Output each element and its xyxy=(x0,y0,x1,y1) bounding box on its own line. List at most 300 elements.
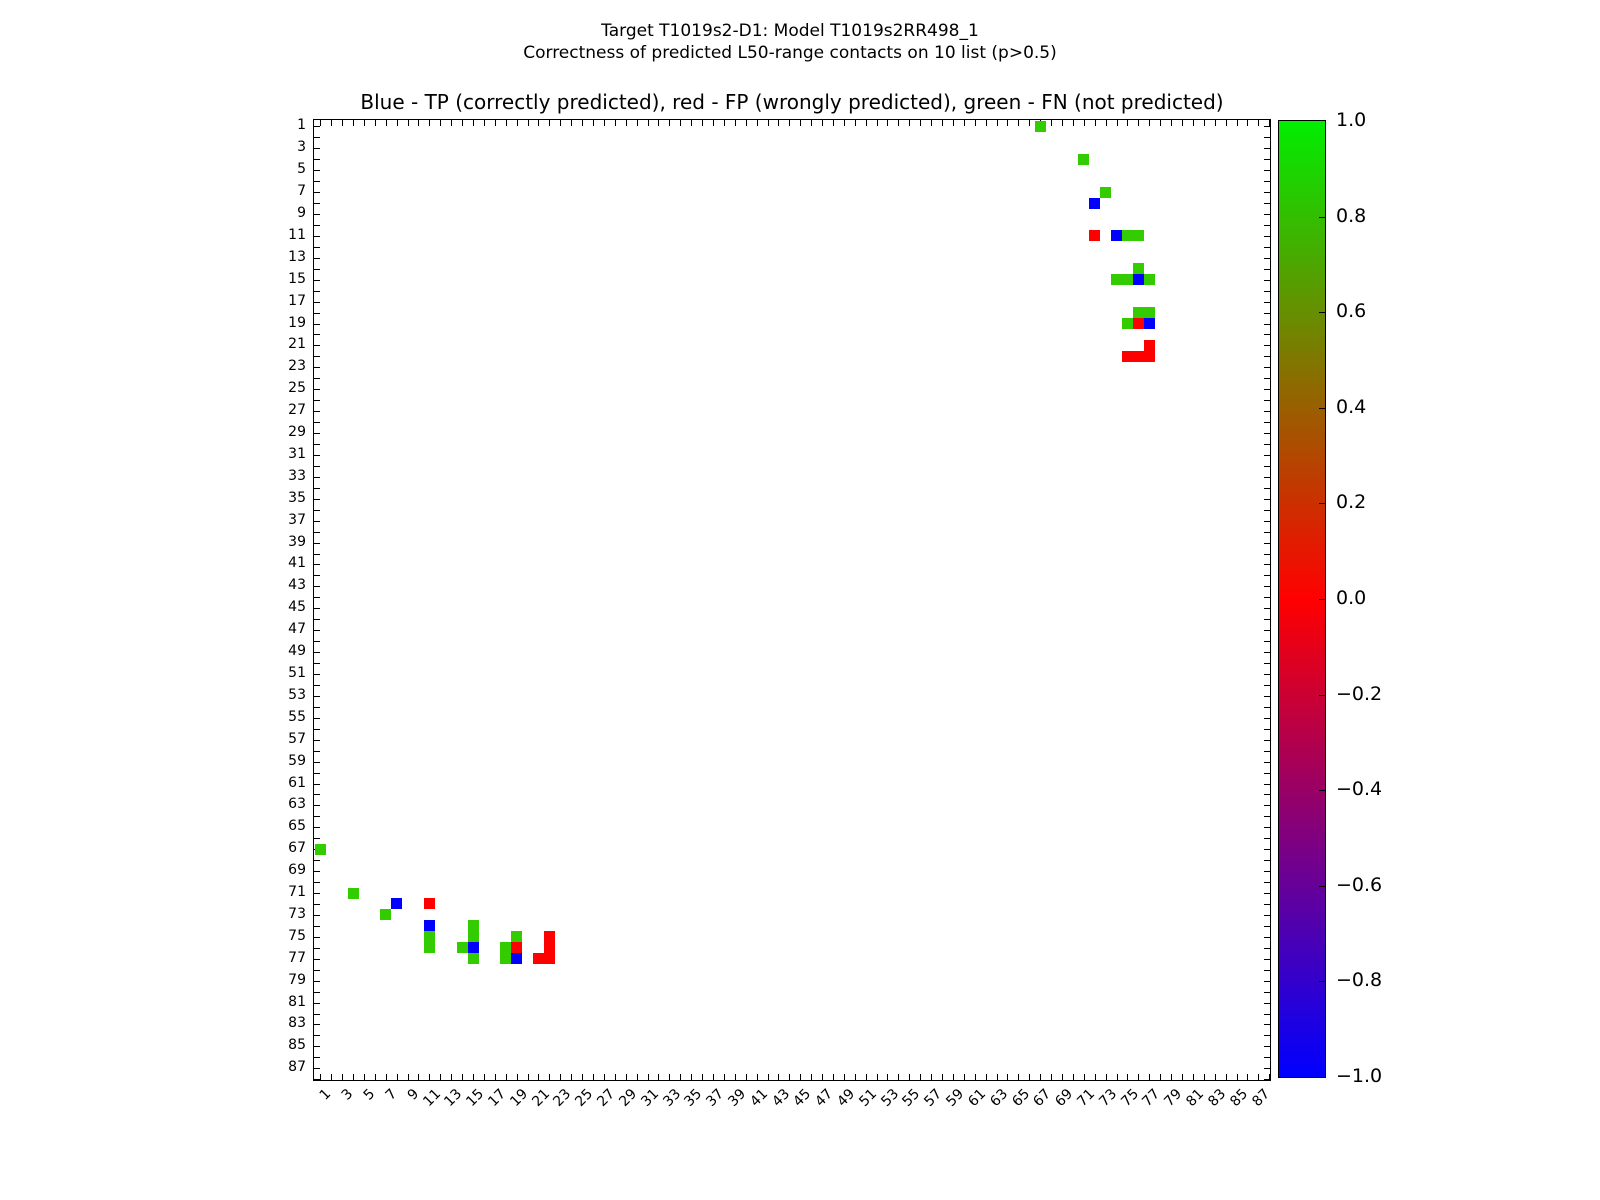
colorbar-tick-mark xyxy=(1319,695,1325,696)
y-axis-tick-mark xyxy=(314,499,320,500)
y-axis-tick-mark xyxy=(314,356,320,357)
colorbar-tick-label: 0.8 xyxy=(1336,204,1367,227)
y-axis-right-tick-mark xyxy=(1264,334,1270,335)
y-axis-right-tick-mark xyxy=(1264,324,1270,325)
y-tick-label: 77 xyxy=(288,949,306,966)
y-axis-right-tick-mark xyxy=(1264,302,1270,303)
x-axis-top-tick-mark xyxy=(800,120,801,126)
x-axis-top-tick-mark xyxy=(680,120,681,126)
y-axis-right-tick-mark xyxy=(1264,915,1270,916)
contact-cell-fn xyxy=(1035,121,1046,132)
y-axis-tick-mark xyxy=(314,586,320,587)
y-tick-label: 15 xyxy=(288,270,306,287)
y-tick-label: 41 xyxy=(288,555,306,572)
y-axis-tick-mark xyxy=(314,302,320,303)
contact-cell-fn xyxy=(500,942,511,953)
x-axis-top-tick-mark xyxy=(887,120,888,126)
y-axis-right-tick-mark xyxy=(1264,630,1270,631)
y-axis-right-tick-mark xyxy=(1264,521,1270,522)
y-axis-right-tick-mark xyxy=(1264,794,1270,795)
x-axis-top-tick-mark xyxy=(626,120,627,126)
y-tick-label: 73 xyxy=(288,905,306,922)
y-axis-tick-mark xyxy=(314,258,320,259)
y-axis-right-tick-mark xyxy=(1264,882,1270,883)
y-axis-tick-mark xyxy=(314,554,320,555)
y-axis-tick-mark xyxy=(314,334,320,335)
y-axis-tick-mark xyxy=(314,159,320,160)
contact-cell-tp xyxy=(424,920,435,931)
y-axis-tick-mark xyxy=(314,1024,320,1025)
contact-cell-fn xyxy=(1078,154,1089,165)
x-axis-tick-mark xyxy=(342,1074,343,1080)
y-tick-label: 35 xyxy=(288,489,306,506)
colorbar-tick-mark xyxy=(1319,886,1325,887)
y-axis-right-tick-mark xyxy=(1264,1057,1270,1058)
contact-cell-fn xyxy=(1133,230,1144,241)
x-tick-label: 25 xyxy=(572,1086,597,1110)
y-axis-right-tick-mark xyxy=(1264,236,1270,237)
y-axis-tick-mark xyxy=(314,543,320,544)
colorbar-tick-label: −1.0 xyxy=(1336,1065,1383,1087)
y-axis-right-tick-mark xyxy=(1264,148,1270,149)
x-tick-label: 27 xyxy=(594,1086,619,1110)
y-tick-label: 45 xyxy=(288,599,306,616)
y-axis-tick-mark xyxy=(314,247,320,248)
x-axis-tick-mark xyxy=(986,1074,987,1080)
y-axis-right-tick-mark xyxy=(1264,729,1270,730)
y-axis-tick-mark xyxy=(314,1003,320,1004)
x-axis-tick-mark xyxy=(768,1074,769,1080)
y-axis-tick-mark xyxy=(314,433,320,434)
y-tick-label: 71 xyxy=(288,884,306,901)
x-tick-label: 81 xyxy=(1183,1086,1208,1110)
x-axis-top-tick-mark xyxy=(1117,120,1118,126)
x-axis-tick-mark xyxy=(975,1074,976,1080)
y-axis-tick-mark xyxy=(314,794,320,795)
x-axis-top-tick-mark xyxy=(342,120,343,126)
x-axis-tick-mark xyxy=(1237,1074,1238,1080)
x-axis-top-tick-mark xyxy=(582,120,583,126)
colorbar-tick-label: −0.6 xyxy=(1336,873,1383,896)
x-axis-top-tick-mark xyxy=(931,120,932,126)
y-axis-tick-mark xyxy=(314,510,320,511)
x-axis-top-tick-mark xyxy=(1226,120,1227,126)
y-axis-tick-mark xyxy=(314,762,320,763)
x-axis-top-tick-mark xyxy=(1237,120,1238,126)
y-axis-tick-mark xyxy=(314,148,320,149)
y-axis-tick-mark xyxy=(314,422,320,423)
x-axis-tick-mark xyxy=(484,1074,485,1080)
y-tick-label: 1 xyxy=(297,117,306,134)
x-axis-top-tick-mark xyxy=(528,120,529,126)
y-axis-tick-mark xyxy=(314,685,320,686)
suptitle-line2: Correctness of predicted L50-range contacts on 10 list (p>0.5) xyxy=(523,43,1057,63)
x-axis-tick-mark xyxy=(1138,1074,1139,1080)
x-axis-tick-mark xyxy=(1117,1074,1118,1080)
y-tick-label: 57 xyxy=(288,730,306,747)
y-axis-right-tick-mark xyxy=(1264,959,1270,960)
y-axis-tick-mark xyxy=(314,652,320,653)
y-tick-label: 87 xyxy=(288,1059,306,1076)
x-axis-top-tick-mark xyxy=(615,120,616,126)
y-tick-label: 31 xyxy=(288,445,306,462)
x-tick-label: 85 xyxy=(1226,1086,1251,1110)
contact-cell-fp xyxy=(424,898,435,909)
x-axis-tick-mark xyxy=(1226,1074,1227,1080)
x-axis-tick-mark xyxy=(538,1074,539,1080)
x-axis-top-tick-mark xyxy=(768,120,769,126)
x-axis-top-tick-mark xyxy=(440,120,441,126)
y-axis-right-tick-mark xyxy=(1264,159,1270,160)
x-axis-tick-mark xyxy=(997,1074,998,1080)
x-axis-tick-mark xyxy=(375,1074,376,1080)
y-axis-right-tick-mark xyxy=(1264,356,1270,357)
x-tick-label: 11 xyxy=(419,1086,444,1110)
y-axis-tick-mark xyxy=(314,411,320,412)
y-axis-right-tick-mark xyxy=(1264,564,1270,565)
y-axis-right-tick-mark xyxy=(1264,378,1270,379)
y-axis-tick-mark xyxy=(314,345,320,346)
x-axis-tick-mark xyxy=(800,1074,801,1080)
y-axis-right-tick-mark xyxy=(1264,1068,1270,1069)
contact-cell-fn xyxy=(1100,187,1111,198)
x-axis-tick-mark xyxy=(451,1074,452,1080)
y-axis-tick-mark xyxy=(314,729,320,730)
x-tick-label: 33 xyxy=(659,1086,684,1110)
y-tick-label: 19 xyxy=(288,314,306,331)
contact-cell-fp xyxy=(1133,318,1144,329)
x-axis-top-tick-mark xyxy=(353,120,354,126)
y-axis-right-tick-mark xyxy=(1264,784,1270,785)
x-axis-tick-mark xyxy=(1149,1074,1150,1080)
x-axis-top-tick-mark xyxy=(331,120,332,126)
x-axis-tick-mark xyxy=(353,1074,354,1080)
x-tick-label: 57 xyxy=(921,1086,946,1110)
x-axis-top-tick-mark xyxy=(844,120,845,126)
x-axis-tick-mark xyxy=(1051,1074,1052,1080)
figure-suptitle xyxy=(0,20,1580,64)
x-axis-tick-mark xyxy=(920,1074,921,1080)
y-tick-label: 37 xyxy=(288,511,306,528)
contact-cell-fp xyxy=(544,931,555,942)
x-axis-tick-mark xyxy=(757,1074,758,1080)
y-axis-right-tick-mark xyxy=(1264,849,1270,850)
y-axis-tick-mark xyxy=(314,1014,320,1015)
x-axis-top-tick-mark xyxy=(320,120,321,126)
y-tick-label: 29 xyxy=(288,424,306,441)
y-axis-tick-mark xyxy=(314,630,320,631)
x-axis-tick-mark xyxy=(626,1074,627,1080)
y-axis-right-tick-mark xyxy=(1264,619,1270,620)
x-axis-top-tick-mark xyxy=(975,120,976,126)
y-axis-right-tick-mark xyxy=(1264,575,1270,576)
x-tick-label: 67 xyxy=(1030,1086,1055,1110)
y-axis-tick-mark xyxy=(314,959,320,960)
x-tick-label: 37 xyxy=(703,1086,728,1110)
x-axis-top-tick-mark xyxy=(1171,120,1172,126)
y-axis-tick-mark xyxy=(314,181,320,182)
y-axis-tick-mark xyxy=(314,1068,320,1069)
y-axis-right-tick-mark xyxy=(1264,422,1270,423)
y-axis-right-tick-mark xyxy=(1264,663,1270,664)
y-axis-tick-mark xyxy=(314,214,320,215)
x-axis-tick-mark xyxy=(1084,1074,1085,1080)
contact-cell-fn xyxy=(1122,230,1133,241)
y-axis-right-tick-mark xyxy=(1264,827,1270,828)
y-axis-tick-mark xyxy=(314,674,320,675)
y-axis-tick-mark xyxy=(314,269,320,270)
y-axis-tick-mark xyxy=(314,389,320,390)
x-axis-tick-mark xyxy=(909,1074,910,1080)
x-axis-top-tick-mark xyxy=(1106,120,1107,126)
x-axis-tick-mark xyxy=(964,1074,965,1080)
y-axis-right-tick-mark xyxy=(1264,137,1270,138)
contact-cell-fn xyxy=(1133,307,1144,318)
y-axis-right-tick-mark xyxy=(1264,970,1270,971)
colorbar-tick-label: 0.6 xyxy=(1336,300,1367,323)
x-axis-tick-mark xyxy=(1040,1074,1041,1080)
x-tick-label: 45 xyxy=(790,1086,815,1110)
y-axis-right-tick-mark xyxy=(1264,291,1270,292)
x-axis-top-tick-mark xyxy=(953,120,954,126)
contact-cell-fp xyxy=(1144,340,1155,351)
y-axis-right-tick-mark xyxy=(1264,773,1270,774)
y-axis-tick-mark xyxy=(314,937,320,938)
x-axis-tick-mark xyxy=(724,1074,725,1080)
x-axis-tick-mark xyxy=(1215,1074,1216,1080)
x-axis-tick-mark xyxy=(789,1074,790,1080)
x-axis-tick-mark xyxy=(637,1074,638,1080)
x-axis-top-tick-mark xyxy=(451,120,452,126)
x-axis-top-tick-mark xyxy=(1160,120,1161,126)
colorbar-tick-mark xyxy=(1319,599,1325,600)
colorbar-tick-label: −0.8 xyxy=(1336,969,1383,992)
y-axis-tick-mark xyxy=(314,170,320,171)
x-tick-label: 19 xyxy=(507,1086,531,1110)
y-axis-right-tick-mark xyxy=(1264,554,1270,555)
y-axis-tick-mark xyxy=(314,521,320,522)
y-axis-tick-mark xyxy=(314,203,320,204)
x-axis-tick-mark xyxy=(517,1074,518,1080)
x-axis-top-tick-mark xyxy=(418,120,419,126)
y-axis-tick-mark xyxy=(314,663,320,664)
y-axis-tick-mark xyxy=(314,1035,320,1036)
x-tick-label: 39 xyxy=(725,1086,750,1110)
x-tick-label: 5 xyxy=(360,1086,379,1104)
x-axis-top-tick-mark xyxy=(909,120,910,126)
x-tick-label: 1 xyxy=(317,1086,335,1104)
x-axis-top-tick-mark xyxy=(877,120,878,126)
y-tick-label: 79 xyxy=(288,971,306,988)
y-axis-tick-mark xyxy=(314,324,320,325)
y-axis-right-tick-mark xyxy=(1264,400,1270,401)
x-axis-tick-mark xyxy=(778,1074,779,1080)
contact-cell-tp xyxy=(391,898,402,909)
y-axis-tick-mark xyxy=(314,773,320,774)
y-axis-right-tick-mark xyxy=(1264,1079,1270,1080)
x-axis-tick-mark xyxy=(593,1074,594,1080)
y-axis-tick-mark xyxy=(314,784,320,785)
colorbar-tick-mark xyxy=(1319,408,1325,409)
x-axis-tick-mark xyxy=(746,1074,747,1080)
x-axis-tick-mark xyxy=(691,1074,692,1080)
colorbar-tick-mark xyxy=(1319,790,1325,791)
x-tick-label: 17 xyxy=(485,1086,510,1110)
x-axis-tick-mark xyxy=(440,1074,441,1080)
y-axis-tick-mark xyxy=(314,904,320,905)
y-tick-label: 53 xyxy=(288,686,306,703)
y-tick-label: 51 xyxy=(288,664,306,681)
x-axis-top-tick-mark xyxy=(1149,120,1150,126)
contact-cell-fn xyxy=(348,888,359,899)
x-tick-label: 31 xyxy=(637,1086,662,1110)
x-axis-top-tick-mark xyxy=(702,120,703,126)
x-tick-label: 65 xyxy=(1008,1086,1033,1110)
x-axis-tick-mark xyxy=(386,1074,387,1080)
colorbar-tick-mark xyxy=(1319,312,1325,313)
y-axis-tick-mark xyxy=(314,564,320,565)
x-tick-label: 41 xyxy=(747,1086,771,1110)
y-axis-tick-mark xyxy=(314,236,320,237)
x-axis-tick-mark xyxy=(713,1074,714,1080)
colorbar-tick-label: −0.4 xyxy=(1336,778,1383,801)
x-axis-tick-mark xyxy=(473,1074,474,1080)
y-axis-right-tick-mark xyxy=(1264,477,1270,478)
y-axis-tick-mark xyxy=(314,225,320,226)
x-axis-tick-mark xyxy=(418,1074,419,1080)
x-axis-tick-mark xyxy=(571,1074,572,1080)
x-axis-tick-mark xyxy=(855,1074,856,1080)
y-tick-label: 13 xyxy=(288,248,306,265)
y-axis-right-tick-mark xyxy=(1264,345,1270,346)
y-axis-right-tick-mark xyxy=(1264,893,1270,894)
x-axis-tick-mark xyxy=(648,1074,649,1080)
x-tick-label: 29 xyxy=(616,1086,641,1110)
x-tick-label: 9 xyxy=(404,1086,422,1104)
y-axis-right-tick-mark xyxy=(1264,433,1270,434)
contact-map-plot-area xyxy=(313,119,1271,1081)
x-axis-top-tick-mark xyxy=(1258,120,1259,126)
y-tick-label: 65 xyxy=(288,818,306,835)
contact-cell-tp xyxy=(468,942,479,953)
x-axis-tick-mark xyxy=(429,1074,430,1080)
y-axis-right-tick-mark xyxy=(1264,466,1270,467)
x-axis-tick-mark xyxy=(1073,1074,1074,1080)
y-axis-tick-mark xyxy=(314,608,320,609)
y-tick-label: 55 xyxy=(288,708,306,725)
x-axis-tick-mark xyxy=(1029,1074,1030,1080)
colorbar-tick-label: 1.0 xyxy=(1336,109,1367,131)
y-axis-tick-mark xyxy=(314,827,320,828)
x-axis-tick-mark xyxy=(1193,1074,1194,1080)
x-tick-label: 43 xyxy=(768,1086,793,1110)
x-axis-tick-mark xyxy=(560,1074,561,1080)
x-axis-tick-mark xyxy=(844,1074,845,1080)
y-axis-tick-mark xyxy=(314,313,320,314)
y-axis-right-tick-mark xyxy=(1264,608,1270,609)
y-axis-right-tick-mark xyxy=(1264,674,1270,675)
y-tick-label: 63 xyxy=(288,796,306,813)
x-axis-tick-mark xyxy=(506,1074,507,1080)
x-axis-tick-mark xyxy=(1204,1074,1205,1080)
y-tick-label: 9 xyxy=(297,204,306,221)
x-axis-top-tick-mark xyxy=(757,120,758,126)
y-axis-tick-mark xyxy=(314,718,320,719)
colorbar-tick-label: 0.2 xyxy=(1336,491,1367,514)
x-axis-top-tick-mark xyxy=(898,120,899,126)
y-tick-label: 47 xyxy=(288,621,306,638)
y-tick-label: 25 xyxy=(288,380,306,397)
y-tick-label: 59 xyxy=(288,752,306,769)
x-axis-tick-mark xyxy=(397,1074,398,1080)
y-axis-tick-mark xyxy=(314,400,320,401)
y-axis-tick-mark xyxy=(314,805,320,806)
x-tick-label: 75 xyxy=(1117,1086,1142,1110)
x-axis-top-tick-mark xyxy=(713,120,714,126)
y-axis-right-tick-mark xyxy=(1264,192,1270,193)
colorbar-tick-label: 0.0 xyxy=(1336,587,1367,609)
x-axis-tick-mark xyxy=(1171,1074,1172,1080)
x-tick-label: 83 xyxy=(1205,1086,1230,1110)
y-axis-right-tick-mark xyxy=(1264,247,1270,248)
x-axis-top-tick-mark xyxy=(866,120,867,126)
contact-cell-fp xyxy=(1089,230,1100,241)
x-axis-top-tick-mark xyxy=(560,120,561,126)
y-axis-right-tick-mark xyxy=(1264,280,1270,281)
colorbar-tick-label: 0.4 xyxy=(1336,395,1367,418)
y-axis-tick-mark xyxy=(314,126,320,127)
x-axis-top-tick-mark xyxy=(1095,120,1096,126)
x-axis-top-tick-mark xyxy=(1062,120,1063,126)
y-tick-label: 83 xyxy=(288,1015,306,1032)
contact-cell-fn xyxy=(468,931,479,942)
x-axis-tick-mark xyxy=(1182,1074,1183,1080)
x-axis-top-tick-mark xyxy=(473,120,474,126)
x-tick-label: 35 xyxy=(681,1086,706,1110)
y-axis-right-tick-mark xyxy=(1264,718,1270,719)
x-axis-top-tick-mark xyxy=(1073,120,1074,126)
y-axis-tick-mark xyxy=(314,455,320,456)
x-axis-top-tick-mark xyxy=(604,120,605,126)
suptitle-line1: Target T1019s2-D1: Model T1019s2RR498_1 xyxy=(601,21,979,41)
x-axis-top-tick-mark xyxy=(506,120,507,126)
x-tick-label: 3 xyxy=(338,1086,357,1104)
x-axis-top-tick-mark xyxy=(920,120,921,126)
contact-cell-tp xyxy=(1111,230,1122,241)
x-axis-top-tick-mark xyxy=(637,120,638,126)
y-axis-right-tick-mark xyxy=(1264,269,1270,270)
x-axis-tick-mark xyxy=(680,1074,681,1080)
y-axis-right-tick-mark xyxy=(1264,214,1270,215)
x-axis-tick-mark xyxy=(833,1074,834,1080)
y-axis-right-tick-mark xyxy=(1264,1024,1270,1025)
contact-cell-tp xyxy=(1133,274,1144,285)
y-axis-right-tick-mark xyxy=(1264,992,1270,993)
x-axis-top-tick-mark xyxy=(658,120,659,126)
contact-cell-fn xyxy=(1111,274,1122,285)
x-tick-label: 49 xyxy=(834,1086,859,1110)
y-axis-right-tick-mark xyxy=(1264,696,1270,697)
y-axis-tick-mark xyxy=(314,1046,320,1047)
contact-cell-fn xyxy=(315,844,326,855)
y-axis-right-tick-mark xyxy=(1264,948,1270,949)
x-axis-top-tick-mark xyxy=(517,120,518,126)
contact-cell-fn xyxy=(1133,263,1144,274)
x-axis-top-tick-mark xyxy=(789,120,790,126)
colorbar-tick-mark xyxy=(1319,503,1325,504)
y-axis-tick-mark xyxy=(314,871,320,872)
y-axis-right-tick-mark xyxy=(1264,926,1270,927)
